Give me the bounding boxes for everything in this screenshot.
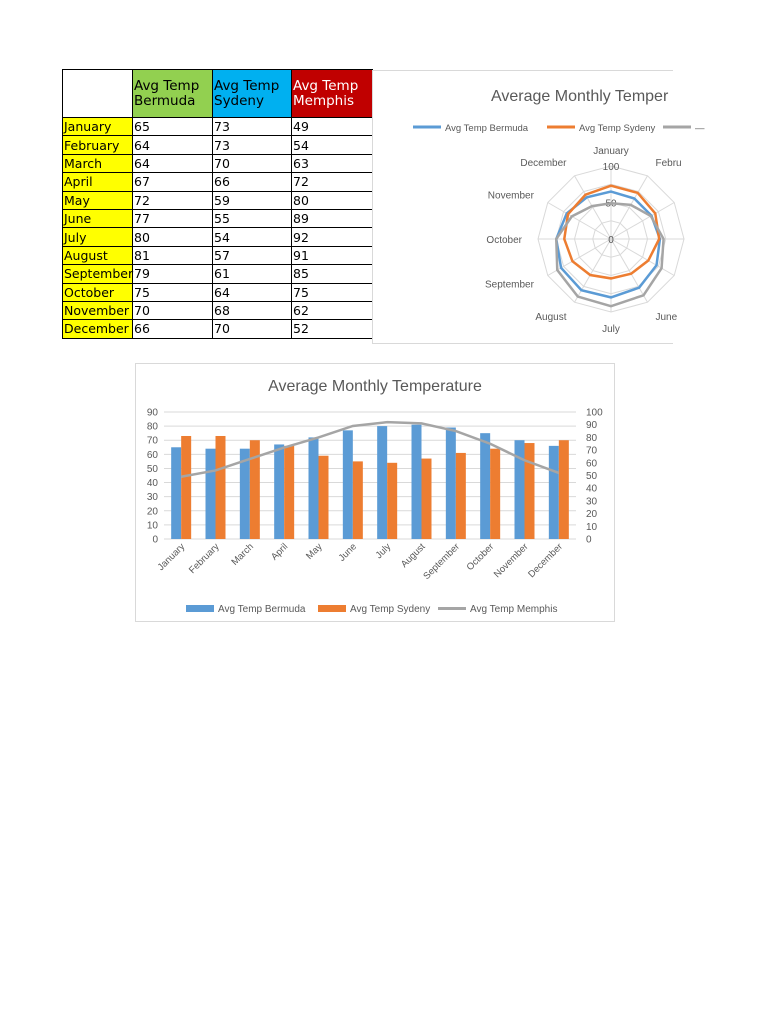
table-cell-month[interactable]: May	[63, 191, 133, 209]
table-cell-sydney[interactable]: 54	[213, 228, 292, 246]
table-row	[63, 118, 373, 136]
combo-bar-1	[353, 461, 363, 539]
combo-legend-label: Avg Temp Memphis	[470, 604, 558, 615]
combo-legend-swatch	[318, 605, 346, 612]
combo-legend-swatch	[186, 605, 214, 612]
table-cell-bermuda[interactable]: 80	[133, 228, 213, 246]
table-cell-memphis[interactable]: 54	[292, 136, 373, 154]
table-cell-sydney[interactable]: 73	[213, 118, 292, 136]
combo-right-tick: 60	[586, 458, 598, 470]
table-cell-memphis[interactable]: 89	[292, 209, 373, 227]
combo-bar-0	[549, 446, 559, 539]
combo-category-label: May	[304, 541, 325, 562]
table-cell-bermuda[interactable]: 67	[133, 173, 213, 191]
table-cell-sydney[interactable]: 64	[213, 283, 292, 301]
radar-category-label: June	[655, 312, 678, 324]
combo-left-tick: 30	[146, 492, 158, 504]
combo-bar-0	[412, 425, 422, 539]
table-cell-memphis[interactable]: 92	[292, 228, 373, 246]
combo-bar-0	[343, 430, 353, 539]
radar-category-label: September	[485, 279, 534, 291]
radar-category-label: Febru	[655, 157, 682, 169]
radar-chart	[373, 71, 705, 343]
table-cell-memphis[interactable]: 63	[292, 154, 373, 172]
table-row	[63, 136, 373, 154]
combo-category-label: March	[229, 541, 256, 568]
combo-bar-1	[387, 463, 397, 539]
combo-chart-panel[interactable]	[135, 363, 615, 622]
combo-right-tick: 20	[586, 509, 598, 521]
table-row	[63, 265, 373, 283]
combo-legend-label: Avg Temp Sydeny	[350, 604, 431, 615]
table-cell-bermuda[interactable]: 72	[133, 191, 213, 209]
radar-chart-title: Average Monthly Temper	[491, 88, 669, 105]
combo-bar-1	[284, 446, 294, 539]
table-cell-bermuda[interactable]: 64	[133, 136, 213, 154]
radar-series-2	[556, 203, 663, 306]
table-cell-memphis[interactable]: 75	[292, 283, 373, 301]
radar-legend-label: Avg Temp Sydeny	[579, 123, 656, 134]
radar-tick-label: 100	[602, 162, 620, 173]
table-cell-bermuda[interactable]: 79	[133, 265, 213, 283]
combo-bar-0	[274, 444, 284, 539]
combo-category-label: April	[269, 541, 291, 563]
table-cell-bermuda[interactable]: 65	[133, 118, 213, 136]
combo-right-tick: 80	[586, 432, 598, 444]
table-cell-memphis[interactable]: 49	[292, 118, 373, 136]
table-header-0[interactable]	[63, 70, 133, 118]
radar-category-label: December	[520, 157, 567, 169]
combo-right-tick: 10	[586, 521, 598, 533]
table-row	[63, 154, 373, 172]
table-cell-month[interactable]: March	[63, 154, 133, 172]
table-cell-bermuda[interactable]: 66	[133, 320, 213, 338]
table-cell-sydney[interactable]: 59	[213, 191, 292, 209]
combo-right-tick: 50	[586, 471, 598, 482]
combo-right-tick: 0	[586, 534, 592, 546]
combo-category-label: September	[421, 541, 462, 582]
table-header-1[interactable]: Avg Temp Bermuda	[133, 70, 213, 118]
table-cell-bermuda[interactable]: 81	[133, 246, 213, 264]
combo-left-tick: 50	[146, 463, 158, 475]
table-row	[63, 228, 373, 246]
combo-left-tick: 40	[146, 478, 158, 490]
table-cell-sydney[interactable]: 55	[213, 209, 292, 227]
combo-bar-0	[206, 449, 216, 539]
table-cell-month[interactable]: October	[63, 283, 133, 301]
combo-bar-0	[377, 426, 387, 539]
table-cell-sydney[interactable]: 70	[213, 154, 292, 172]
radar-category-label: August	[535, 312, 567, 324]
table-row	[63, 209, 373, 227]
table-cell-bermuda[interactable]: 70	[133, 301, 213, 319]
combo-right-tick: 30	[586, 496, 598, 508]
combo-chart	[136, 364, 614, 621]
table-cell-month[interactable]: December	[63, 320, 133, 338]
table-header-3[interactable]: Avg Temp Memphis	[292, 70, 373, 118]
combo-bar-0	[309, 437, 319, 539]
combo-bar-1	[456, 453, 466, 539]
table-header-2[interactable]: Avg Temp Sydeny	[213, 70, 292, 118]
combo-category-label: August	[398, 541, 428, 571]
radar-legend-label: —	[695, 123, 705, 134]
combo-bar-0	[480, 433, 490, 539]
combo-right-tick: 90	[586, 420, 598, 432]
table-cell-sydney[interactable]: 68	[213, 301, 292, 319]
combo-category-label: November	[491, 541, 531, 581]
table-cell-month[interactable]: January	[63, 118, 133, 136]
combo-left-tick: 10	[146, 520, 158, 532]
radar-legend-label: Avg Temp Bermuda	[445, 123, 529, 134]
table-cell-month[interactable]: November	[63, 301, 133, 319]
combo-bar-0	[171, 447, 181, 539]
combo-category-label: December	[526, 541, 565, 581]
table-cell-memphis[interactable]: 85	[292, 265, 373, 283]
table-row	[63, 191, 373, 209]
radar-category-label: October	[486, 235, 522, 246]
combo-category-label: October	[464, 541, 497, 574]
radar-tick-label: 50	[605, 198, 617, 210]
combo-bar-1	[525, 443, 535, 539]
combo-bar-1	[319, 456, 329, 539]
combo-right-tick: 100	[586, 407, 603, 419]
table-cell-bermuda[interactable]: 77	[133, 209, 213, 227]
combo-category-label: January	[155, 541, 188, 574]
combo-left-tick: 90	[146, 407, 158, 419]
combo-bar-1	[422, 459, 432, 539]
table-cell-month[interactable]: August	[63, 246, 133, 264]
table-row	[63, 283, 373, 301]
table-row	[63, 173, 373, 191]
table-cell-month[interactable]: September	[64, 266, 134, 282]
combo-bar-0	[446, 428, 456, 539]
combo-right-tick: 70	[586, 445, 598, 457]
table-cell-month[interactable]: July	[63, 228, 133, 246]
combo-category-label: February	[186, 541, 222, 577]
combo-left-tick: 80	[146, 421, 158, 433]
table-cell-month[interactable]: April	[63, 173, 133, 191]
table-cell-sydney[interactable]: 66	[213, 173, 292, 191]
combo-category-label: June	[336, 541, 359, 564]
table-cell-bermuda[interactable]: 64	[133, 154, 213, 172]
combo-right-tick: 40	[586, 483, 598, 495]
temperature-table	[62, 69, 373, 339]
combo-legend-label: Avg Temp Bermuda	[218, 604, 306, 615]
radar-category-label: November	[487, 190, 534, 202]
table-row	[63, 246, 373, 264]
combo-bar-1	[216, 436, 226, 539]
table-row	[63, 301, 373, 319]
table-cell-sydney[interactable]: 57	[213, 246, 292, 264]
table-cell-memphis[interactable]: 62	[292, 301, 373, 319]
table-cell-memphis[interactable]: 80	[292, 191, 373, 209]
combo-category-label: July	[373, 541, 394, 562]
radar-category-label: July	[602, 324, 620, 335]
radar-category-label: January	[593, 146, 629, 157]
combo-bar-1	[490, 449, 500, 539]
combo-chart-title: Average Monthly Temperature	[268, 378, 482, 395]
table-cell-sydney[interactable]: 61	[213, 265, 292, 283]
table-cell-memphis[interactable]: 72	[292, 173, 373, 191]
combo-left-tick: 60	[146, 449, 158, 461]
table-cell-memphis[interactable]: 52	[292, 320, 373, 338]
table-cell-sydney[interactable]: 70	[213, 320, 292, 338]
combo-left-tick: 70	[146, 435, 158, 447]
combo-bar-1	[559, 440, 569, 539]
radar-chart-panel[interactable]	[372, 70, 705, 344]
table-cell-memphis[interactable]: 91	[292, 246, 373, 264]
table-row	[63, 320, 373, 338]
combo-left-tick: 0	[152, 534, 158, 546]
table-cell-sydney[interactable]: 73	[213, 136, 292, 154]
radar-tick-label: 0	[608, 235, 614, 246]
table-cell-bermuda[interactable]: 75	[133, 283, 213, 301]
combo-bar-1	[181, 436, 191, 539]
table-cell-month[interactable]: February	[63, 136, 133, 154]
combo-left-tick: 20	[146, 506, 158, 518]
table-cell-month[interactable]: June	[63, 209, 133, 227]
